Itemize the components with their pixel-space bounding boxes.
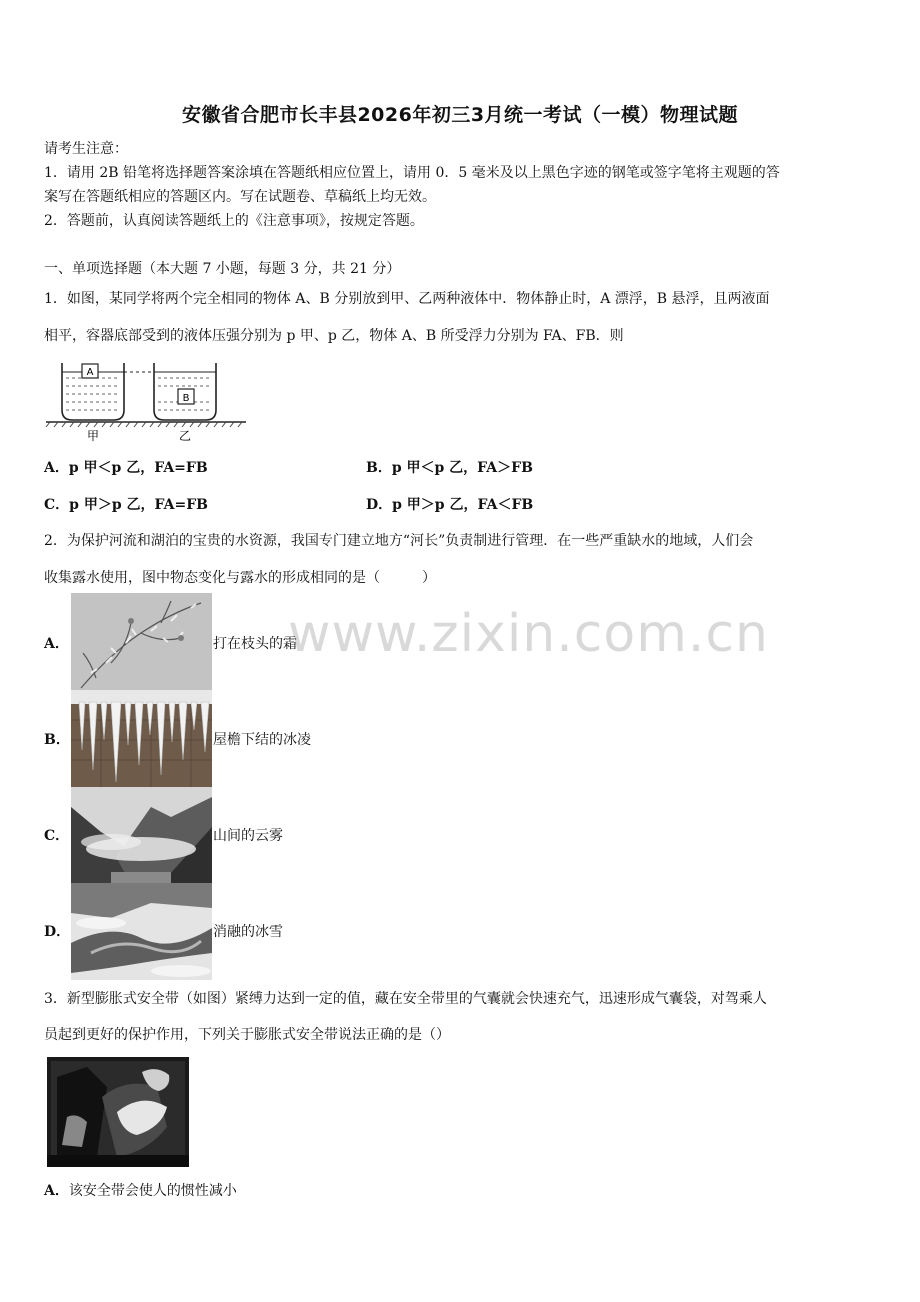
q2-option-c-letter[interactable]: C． <box>44 828 70 844</box>
q1-option-c-text: p 甲＞p 乙，FA=FB <box>69 497 208 513</box>
q1-option-b-text: p 甲＜p 乙，FA＞FB <box>391 460 533 476</box>
q1-stem-line2: 相平，容器底部受到的液体压强分别为 p 甲、p 乙，物体 A、B 所受浮力分别为 FA、FB．则 <box>44 328 624 344</box>
q3-stem-line2: 员起到更好的保护作用，下列关于膨胀式安全带说法正确的是（） <box>44 1027 450 1043</box>
watermark: www.zixin.com.cn <box>288 604 769 664</box>
icicle-photo <box>71 690 212 787</box>
q2-option-b-letter[interactable]: B． <box>44 732 70 748</box>
label-jia: 甲 <box>86 429 100 443</box>
seatbelt-photo <box>47 1057 189 1167</box>
q3-option-a-letter: A． <box>44 1183 69 1199</box>
block-b-label: B <box>182 393 190 404</box>
q1-option-b[interactable] <box>366 458 533 478</box>
q1-option-d[interactable] <box>366 495 533 515</box>
q2-option-d-text: 消融的冰雪 <box>213 924 283 940</box>
q1-option-b-letter: B． <box>366 460 392 476</box>
q3-option-a-text: 该安全带会使人的惯性减小 <box>68 1183 237 1199</box>
q2-stem-line2: 收集露水使用，图中物态变化与露水的形成相同的是（ ） <box>44 570 436 586</box>
notice-line-2: 2．答题前，认真阅读答题纸上的《注意事项》，按规定答题。 <box>44 213 424 229</box>
q1-option-c[interactable] <box>44 495 208 515</box>
q1-option-c-letter: C． <box>44 497 70 513</box>
q1-option-d-letter: D． <box>366 497 393 513</box>
q2-stem-line1: 2．为保护河流和湖泊的宝贵的水资源，我国专门建立地方“河长”负责制进行管理．在一些严重缺水的地域，人们会 <box>44 533 754 549</box>
q3-option-a[interactable] <box>44 1181 237 1201</box>
q1-option-a[interactable] <box>44 458 208 478</box>
block-a-label: A <box>86 367 94 378</box>
notice-line-1a: 1．请用 2B 铅笔将选择题答案涂填在答题纸相应位置上，请用 0．5 毫米及以上黑色字迹的钢笔或签字笔将主观题的答 <box>44 165 780 181</box>
q2-option-a-letter[interactable]: A． <box>44 636 69 652</box>
q1-option-d-text: p 甲＞p 乙，FA＜FB <box>392 497 534 513</box>
section-heading: 一、单项选择题（本大题 7 小题，每题 3 分，共 21 分） <box>44 261 401 277</box>
q2-option-b-text: 屋檐下结的冰凌 <box>213 732 311 748</box>
frost-photo <box>71 593 212 690</box>
q2-option-a-text: 打在枝头的霜 <box>213 636 297 652</box>
label-yi: 乙 <box>178 429 192 443</box>
q1-figure <box>44 358 250 446</box>
q2-option-c-text: 山间的云雾 <box>213 828 283 844</box>
q2-option-d-letter[interactable]: D． <box>44 924 71 940</box>
q1-option-a-text: p 甲＜p 乙，FA=FB <box>68 460 208 476</box>
mist-photo <box>71 787 212 884</box>
page-title: 安徽省合肥市长丰县2026年初三3月统一考试（一模）物理试题 <box>181 104 739 126</box>
melting-snow-photo <box>71 883 212 980</box>
q1-option-a-letter: A． <box>44 460 69 476</box>
q3-stem-line1: 3．新型膨胀式安全带（如图）紧缚力达到一定的值，藏在安全带里的气囊就会快速充气，迅速形成气囊袋，对驾乘人 <box>44 991 767 1007</box>
notice-line-1b: 案写在答题纸相应的答题区内。写在试题卷、草稿纸上均无效。 <box>44 189 436 205</box>
notice-heading: 请考生注意： <box>44 141 128 157</box>
q1-stem-line1: 1．如图，某同学将两个完全相同的物体 A、B 分别放到甲、乙两种液体中．物体静止时，A 漂浮，B 悬浮，且两液面 <box>44 291 770 307</box>
